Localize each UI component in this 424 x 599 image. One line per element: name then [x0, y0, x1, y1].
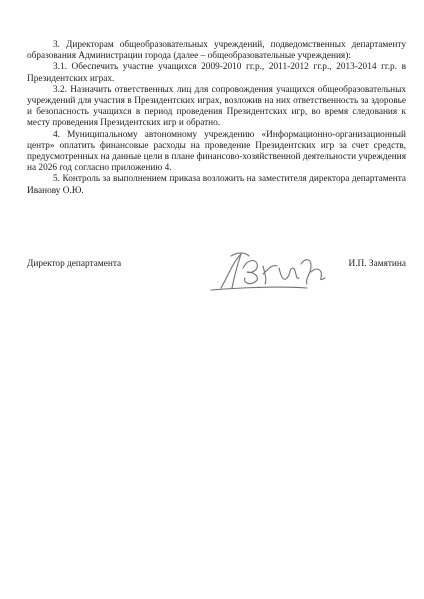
- order-text: [27, 40, 406, 197]
- paragraph-3-2: 3.2. Назначить ответственных лиц для сопровождения учащихся общеобразовательных учреждений для участия в Президентских играх, возложив на них ответственность за здоровье и безопасность учащихся в период проведения Президентских игр, во время следования к месту проведения Президентских игр и обратно.: [27, 84, 406, 129]
- signatory-name: И.П. Замятина: [348, 259, 406, 269]
- paragraph-4: 4. Муниципальному автономному учреждению «Информационно-организационный центр» оплатить финансовые расходы на проведение Президентских игр за счет средств, предусмотренных на данные цели в плане финансово-хозяйственной деятельности учреждения на 2026 год согласно приложению 4.: [27, 129, 407, 174]
- paragraph-5: 5. Контроль за выполнением приказа возложить на заместителя директора департамента Иванову О.Ю.: [27, 174, 406, 196]
- signatory-title: Директор департамента: [27, 259, 122, 269]
- handwritten-signature: [207, 248, 347, 292]
- paragraph-3: 3. Директорам общеобразовательных учреждений, подведомственных департаменту образования Администрации города (далее – общеобразовательные учреждения):: [27, 40, 406, 62]
- paragraph-3-1: 3.1. Обеспечить участие учащихся 2009-2010 гг.р., 2011-2012 гг.р., 2013-2014 гг.р. в Президентских играх.: [27, 62, 406, 84]
- signature-block: [27, 256, 406, 296]
